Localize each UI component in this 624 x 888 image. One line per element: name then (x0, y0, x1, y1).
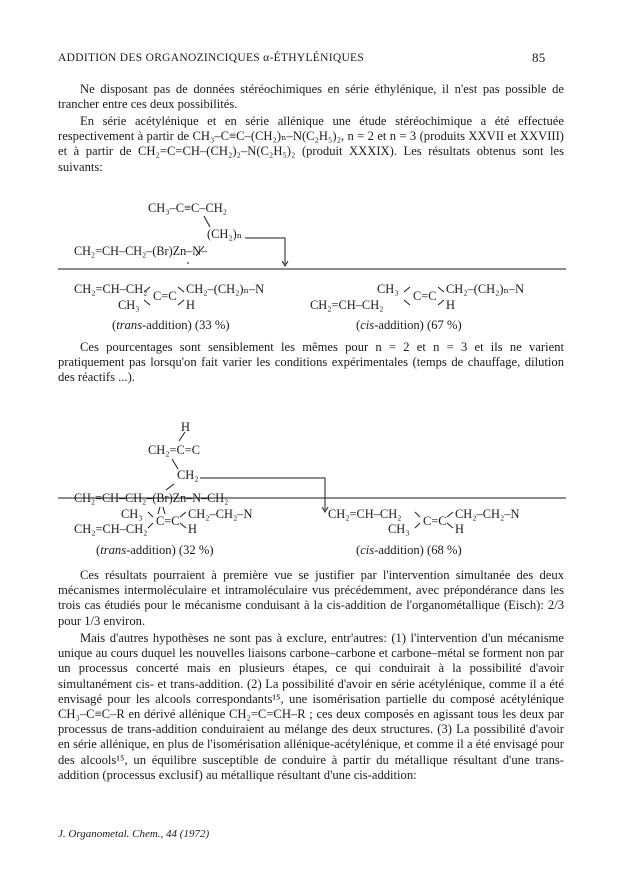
bond-8 (404, 287, 410, 292)
bond-15 (158, 507, 160, 514)
scheme1-cis-left-bottom: CH₂=CH–CH₂ (310, 298, 384, 312)
paragraph-2: En série acétylénique et en série allénique une étude stéréochimique a été effectuée respectivement à partir de CH₃–C≡C–(CH₂)ₙ–N(C₂H₅)₂, n = 2 et n = 3 (produits XXVII et XXVIII) et à partir de CH₂=C=CH–(CH₂)₂–N(C₂H₅)₂ (produit XXXIX). Les résultats obtenus sont les suivants: (58, 114, 564, 174)
scheme2-cis-double-bond: C=C (423, 514, 447, 528)
running-title: ADDITION DES ORGANOZINCIQUES α-ÉTHYLÉNIQUES (58, 52, 365, 64)
bond-16 (163, 507, 165, 514)
arrow-head-1 (282, 261, 288, 266)
bond-23 (447, 512, 453, 517)
bond-20 (180, 523, 186, 528)
scheme1-cis-double-bond: C=C (413, 289, 437, 303)
scheme2-caption-trans: (trans-addition) (32 %) (96, 543, 214, 557)
bond-22 (415, 523, 420, 528)
bond-18 (148, 523, 153, 528)
scheme2-cis-left-bottom: CH₃ (388, 522, 410, 536)
bond-14 (166, 484, 174, 490)
scheme1-reagent: CH₂=CH–CH₂–(Br)Zn–N– (74, 244, 208, 258)
scheme1-trans-left-bottom: CH₃ (118, 298, 140, 312)
bond-7 (178, 300, 184, 305)
bond-17 (148, 512, 153, 517)
scheme1-chain: (CH₂)ₙ (207, 227, 243, 241)
paragraph-4: Ces résultats pourraient à première vue se justifier par l'intervention simultanée des deux mécanismes intermoléculaire et intramoléculaire vus précédemment, avec prépondérance dans les trois cas étudiés pour le mécanisme conduisant à la cis-addition de l'organométallique (Eisch): 2/3 pour 1/3 environ. (58, 568, 564, 628)
journal-footer: J. Organometal. Chem., 44 (1972) (58, 828, 210, 840)
scheme2-cis-right-bottom: H (455, 522, 464, 536)
scheme2-ch2: CH₂ (177, 468, 199, 482)
scheme1-cis-left-top: CH₃ (377, 282, 399, 296)
scheme2-h: H (181, 420, 190, 434)
scheme2-caption-cis: (cis-addition) (68 %) (356, 543, 462, 557)
scheme1-reactant-top: CH₃–C≡C–CH₂ (148, 201, 227, 215)
bond-11 (438, 300, 444, 305)
bond-loop-1 (245, 238, 285, 258)
bond-21 (415, 512, 420, 517)
bond-6 (178, 287, 184, 292)
scheme2-reagent: CH₂=CH–CH₂–(Br)Zn–N–CH₂ (74, 491, 229, 505)
bond-9 (404, 300, 410, 305)
scheme2-allene: CH₂=C=C (148, 443, 201, 457)
scheme2-cis-right-top: CH₂–CH₂–N (455, 507, 520, 521)
bond-10 (438, 287, 444, 292)
scheme2-trans-double-bond: C=C (156, 514, 180, 528)
scheme1-cis-right-bottom: H (446, 298, 455, 312)
scheme1-trans-left-top: CH₂=CH–CH₂ (74, 282, 148, 296)
bond-19 (180, 512, 186, 517)
scheme2-trans-right-top: CH₂–CH₂–N (188, 507, 253, 521)
scheme1-cis-right-top: CH₂–(CH₂)ₙ–N (446, 282, 525, 296)
scheme2-trans-right-bottom: H (188, 522, 197, 536)
paragraph-5: Mais d'autres hypothèses ne sont pas à exclure, entr'autres: (1) l'intervention d'un mécanisme unique au cours duquel les nouvelles liaisons carbone–carbone et carbone–métal se forment non par un processus concerté mais en plusieurs étapes, ce qui conduirait à la possibilité d'avoir simultanément cis- et trans-addition. (2) La possibilité d'avoir en série acétylénique, comme il a été envisagé pour les alcools correspondants¹⁵, une isomérisation partielle du composé acétylénique CH₃–C≡C–R en dérivé allénique CH₂=C=CH–R ; ces deux composés en agissant tous les deux par processus de trans-addition conduiraient au mélange des deux structures. (3) La possibilité d'avoir en série allénique, en plus de l'isomérisation allénique-acétylénique, et comme il a été envisagé pour des alcools¹⁵, un équilibre susceptible de conduire à partir du métallique résultant d'une trans-addition (processus exclusif) au métallique résultant d'une cis-addition: (58, 631, 564, 782)
scheme1-trans-right-top: CH₂–(CH₂)ₙ–N (186, 282, 265, 296)
scheme2-trans-left-bottom: CH₂=CH–CH₂ (74, 522, 148, 536)
page-number: 85 (532, 50, 546, 65)
bond-1 (204, 216, 210, 227)
scheme1-caption-cis: (cis-addition) (67 %) (356, 318, 462, 332)
bond-5 (144, 300, 150, 305)
bond-24 (447, 523, 453, 528)
paragraph-3: Ces pourcentages sont sensiblement les mêmes pour n = 2 et n = 3 et ils ne varient pratiquement pas lorsqu'on fait varier les conditions expérimentales (temps de chauffage, dilution des réactifs ...). (58, 340, 564, 385)
scheme1-caption-trans: (trans-addition) (33 %) (112, 318, 230, 332)
scheme1-trans-double-bond: C=C (153, 289, 177, 303)
paragraph-1: Ne disposant pas de données stéréochimiques en série éthylénique, il n'est pas possible de trancher entre ces deux possibilités. (58, 82, 564, 112)
scheme1-trans-right-bottom: H (186, 298, 195, 312)
scheme2-cis-left-top: CH₂=CH–CH₂ (328, 507, 402, 521)
scheme2-trans-left-top: CH₃ (121, 507, 143, 521)
